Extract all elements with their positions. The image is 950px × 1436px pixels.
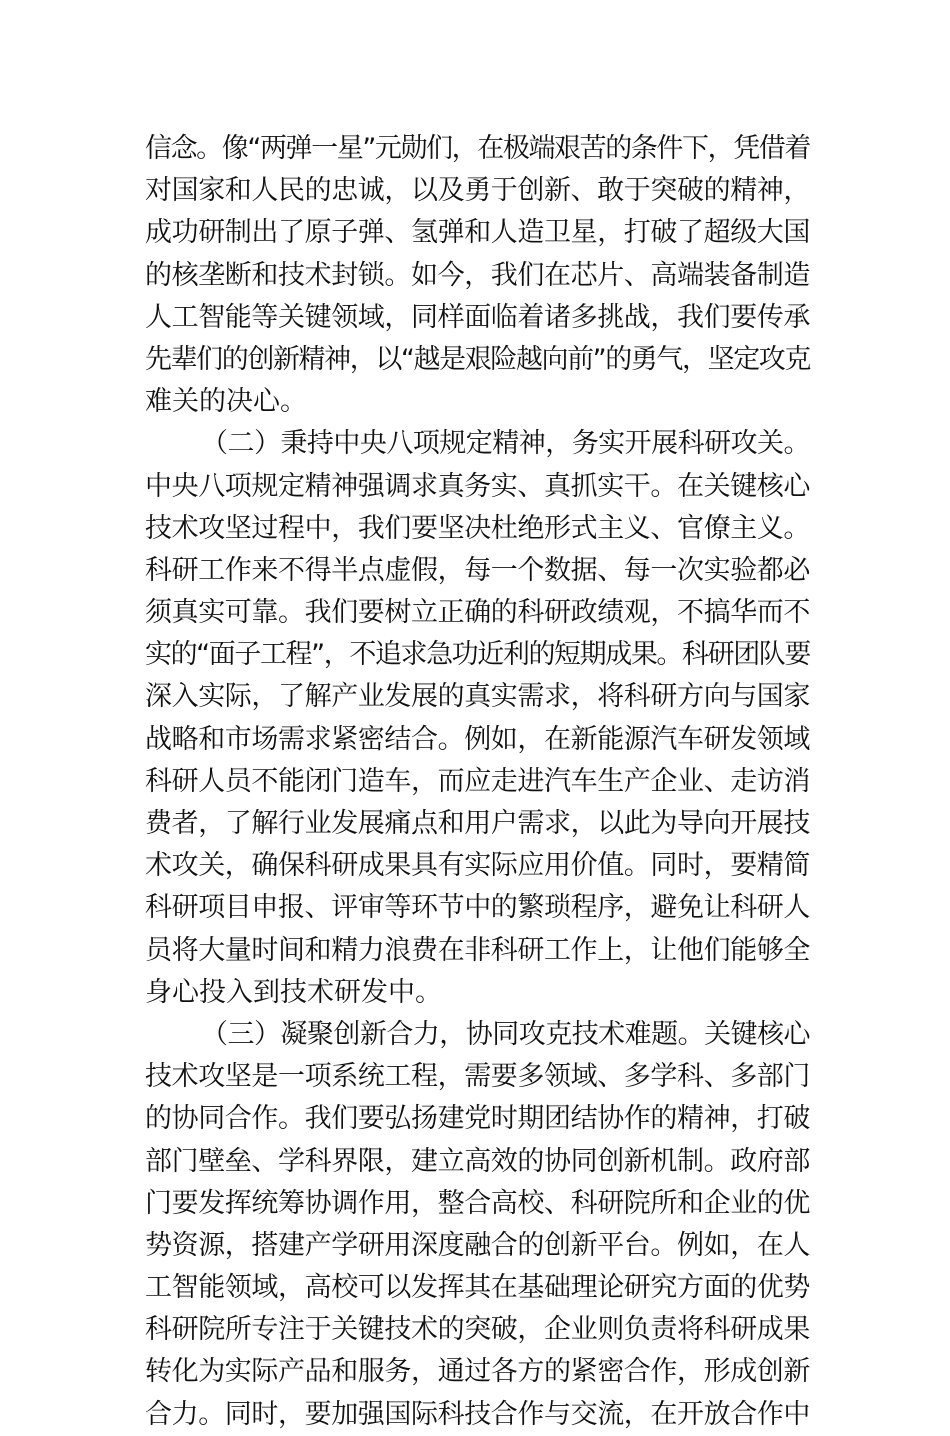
text-line: 战略和市场需求紧密结合。例如，在新能源汽车研发领域: [145, 723, 810, 755]
text-line: 信念。像“两弹一星”元勋们，在极端艰苦的条件下，凭借着: [145, 133, 810, 164]
text-line: 先辈们的创新精神，以“越是艰险越向前”的勇气，坚定攻克: [145, 343, 810, 375]
text-line: 技术攻坚过程中，我们要坚决杜绝形式主义、官僚主义。: [145, 512, 810, 544]
text-line: 合力。同时，要加强国际科技合作与交流，在开放合作中: [145, 1398, 810, 1430]
text-line: 科研项目申报、评审等环节中的繁琐程序，避免让科研人: [145, 892, 810, 924]
text-line: 实的“面子工程”，不追求急功近利的短期成果。科研团队要: [145, 639, 810, 671]
text-line: 势资源，搭建产学研用深度融合的创新平台。例如，在人: [145, 1229, 810, 1261]
text-line: 工智能领域，高校可以发挥其在基础理论研究方面的优势: [145, 1272, 810, 1304]
text-line: 成功研制出了原子弹、氢弹和人造卫星，打破了超级大国: [145, 217, 810, 249]
text-line: 人工智能等关键领域，同样面临着诸多挑战，我们要传承: [145, 301, 810, 333]
text-line: 须真实可靠。我们要树立正确的科研政绩观，不搞华而不: [145, 597, 810, 629]
text-line: 费者，了解行业发展痛点和用户需求，以此为导向开展技: [145, 808, 810, 839]
text-line: 科研人员不能闭门造车，而应走进汽车生产企业、走访消: [145, 765, 810, 797]
text-line: 的协同合作。我们要弘扬建党时期团结协作的精神，打破: [145, 1103, 810, 1135]
text-line: 中央八项规定精神强调求真务实、真抓实干。在关键核心: [145, 470, 810, 502]
text-line: 对国家和人民的忠诚，以及勇于创新、敢于突破的精神，: [145, 175, 810, 207]
text-line: 技术攻坚是一项系统工程，需要多领域、多学科、多部门: [145, 1061, 810, 1093]
text-line: 部门壁垒、学科界限，建立高效的协同创新机制。政府部: [145, 1145, 810, 1177]
text-line: 的核垄断和技术封锁。如今，我们在芯片、高端装备制造: [145, 259, 810, 291]
text-line: 科研工作来不得半点虚假，每一个数据、每一次实验都必: [145, 554, 810, 586]
text-line: 门要发挥统筹协调作用，整合高校、科研院所和企业的优: [145, 1187, 810, 1219]
text-line: 难关的决心。: [145, 386, 307, 418]
text-line: （二）秉持中央八项规定精神，务实开展科研攻关。: [201, 428, 810, 460]
text-line: 转化为实际产品和服务，通过各方的紧密合作，形成创新: [145, 1356, 810, 1388]
document-body: [145, 128, 810, 1436]
text-line: 员将大量时间和精力浪费在非科研工作上，让他们能够全: [145, 934, 810, 966]
text-line: （三）凝聚创新合力，协同攻克技术难题。关键核心: [201, 1018, 810, 1050]
text-line: 术攻关，确保科研成果具有实际应用价值。同时，要精简: [145, 850, 810, 882]
text-line: 科研院所专注于关键技术的突破，企业则负责将科研成果: [145, 1314, 810, 1346]
text-line: 深入实际，了解产业发展的真实需求，将科研方向与国家: [145, 681, 810, 713]
text-line: 身心投入到技术研发中。: [145, 976, 442, 1008]
